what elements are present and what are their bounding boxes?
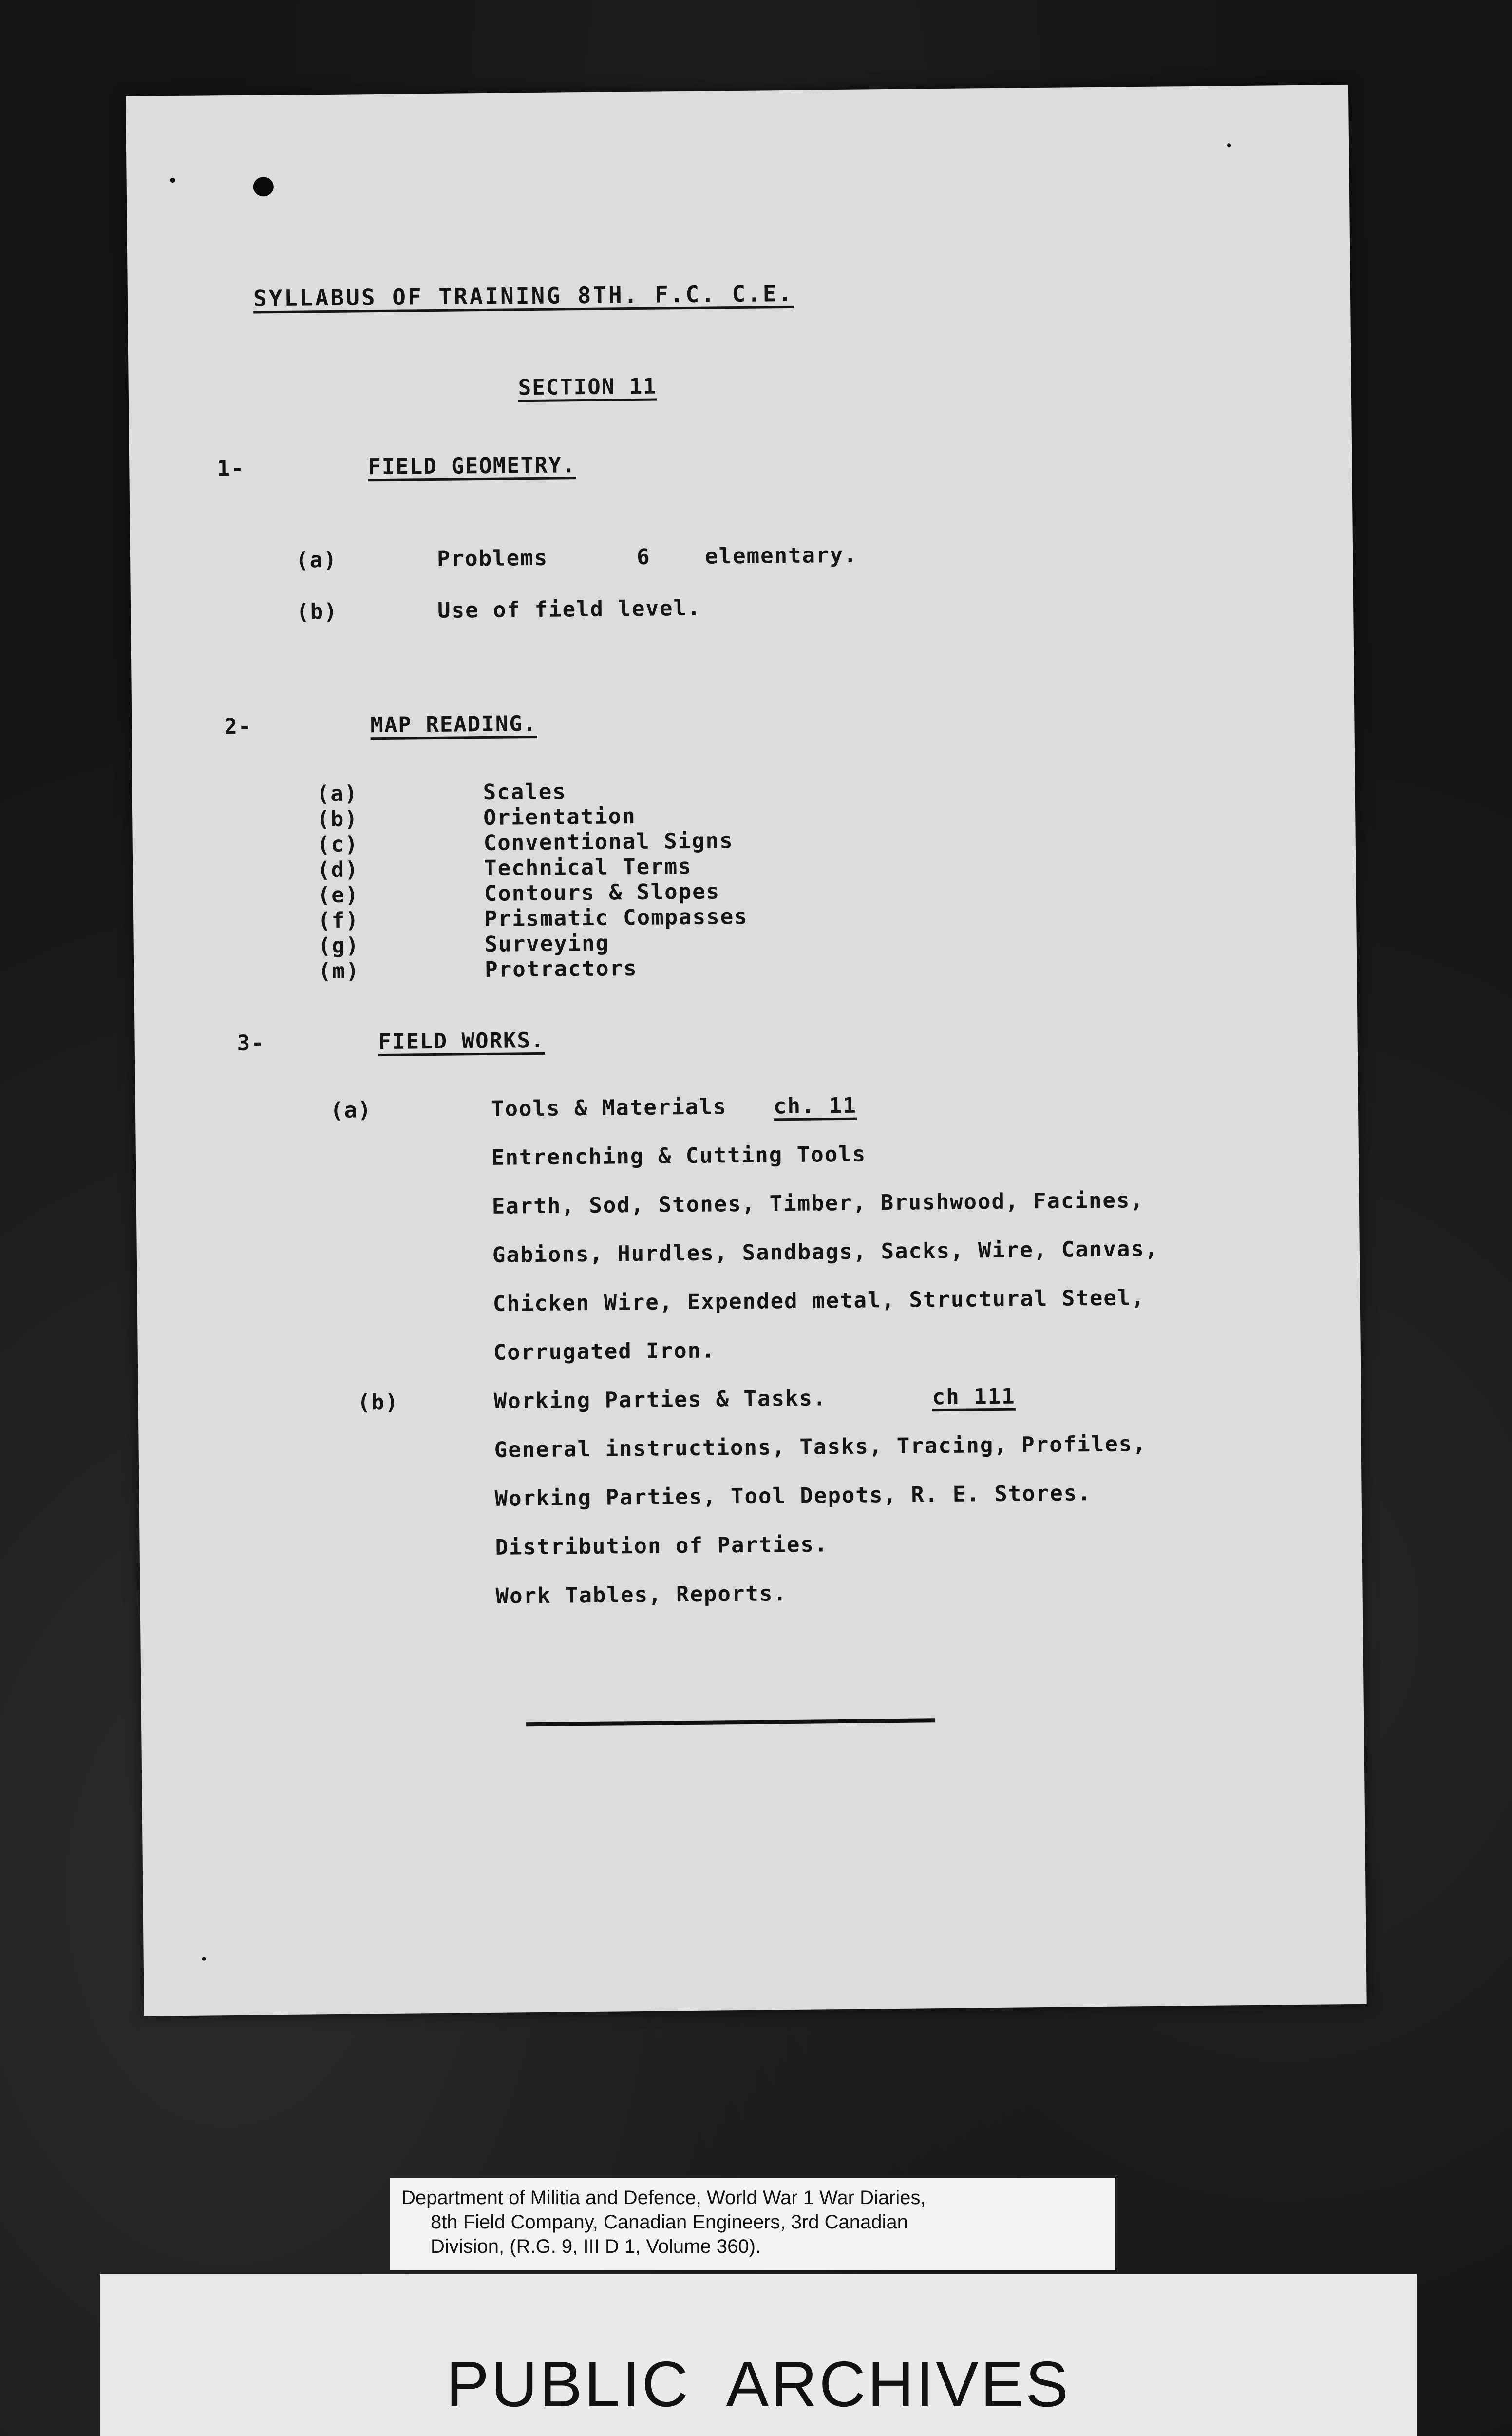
entry-line: Gabions, Hurdles, Sandbags, Sacks, Wire, Canvas, bbox=[492, 1236, 1159, 1268]
entry-note: elementary. bbox=[704, 542, 858, 569]
item-number: 2- bbox=[224, 714, 252, 740]
document-page bbox=[126, 85, 1367, 2016]
entry-line: Working Parties, Tool Depots, R. E. Stores. bbox=[494, 1481, 1092, 1511]
entry-text: Use of field level. bbox=[437, 595, 701, 623]
chapter-reference: ch 111 bbox=[932, 1384, 1016, 1410]
map-reading-letter: (a) bbox=[316, 781, 359, 807]
map-reading-topic: Contours & Slopes bbox=[484, 879, 720, 907]
map-reading-topic: Protractors bbox=[484, 955, 638, 983]
map-reading-letter: (e) bbox=[317, 882, 359, 908]
section-heading: SECTION 11 bbox=[518, 374, 657, 400]
entry-count: 6 bbox=[636, 544, 651, 570]
map-reading-letter: (b) bbox=[317, 806, 359, 832]
archive-reference-label bbox=[390, 2178, 1115, 2270]
document-title: SYLLABUS OF TRAINING 8TH. F.C. C.E. bbox=[253, 280, 794, 312]
map-reading-topic: Orientation bbox=[483, 804, 636, 831]
entry-line: Distribution of Parties. bbox=[495, 1532, 829, 1560]
entry-title: Working Parties & Tasks. bbox=[493, 1386, 827, 1414]
banner-line-english: PUBLIC ARCHIVES bbox=[446, 2348, 1071, 2420]
entry-line: Earth, Sod, Stones, Timber, Brushwood, Facines, bbox=[491, 1188, 1145, 1219]
item-number: 1- bbox=[217, 456, 245, 481]
map-reading-letter: (c) bbox=[317, 832, 359, 857]
entry-letter: (b) bbox=[296, 599, 338, 625]
archive-reference-line: Department of Militia and Defence, World War 1 War Diaries, bbox=[401, 2187, 926, 2208]
map-reading-letter: (d) bbox=[317, 857, 359, 883]
item-number: 3- bbox=[237, 1030, 265, 1056]
entry-letter: (a) bbox=[330, 1098, 372, 1123]
map-reading-topic: Surveying bbox=[484, 931, 610, 957]
entry-text: Problems bbox=[436, 545, 548, 571]
map-reading-topic: Scales bbox=[483, 779, 567, 805]
archive-banner bbox=[100, 2274, 1417, 2436]
map-reading-letter: (f) bbox=[318, 908, 359, 933]
entry-line: General instructions, Tasks, Tracing, Profiles, bbox=[494, 1431, 1147, 1463]
map-reading-topic: Prismatic Compasses bbox=[484, 904, 748, 932]
entry-letter: (b) bbox=[357, 1389, 399, 1415]
map-reading-letter: (m) bbox=[318, 958, 360, 984]
ink-blot bbox=[253, 177, 274, 196]
entry-line: Entrenching & Cutting Tools bbox=[491, 1142, 867, 1170]
map-reading-letter: (g) bbox=[318, 933, 360, 959]
archive-reference-line: 8th Field Company, Canadian Engineers, 3rd Canadian bbox=[431, 2211, 908, 2233]
map-reading-topic: Technical Terms bbox=[483, 854, 692, 881]
map-reading-topic: Conventional Signs bbox=[483, 828, 734, 856]
archive-reference-line: Division, (R.G. 9, III D 1, Volume 360). bbox=[431, 2236, 761, 2257]
entry-line: Corrugated Iron. bbox=[493, 1338, 716, 1365]
entry-title: Tools & Materials bbox=[491, 1094, 727, 1122]
entry-letter: (a) bbox=[295, 547, 338, 573]
ink-speck bbox=[1227, 143, 1231, 147]
item-heading: FIELD GEOMETRY. bbox=[368, 453, 576, 480]
closing-rule bbox=[526, 1718, 935, 1726]
entry-line: Chicken Wire, Expended metal, Structural Steel, bbox=[492, 1285, 1146, 1316]
ink-speck bbox=[170, 178, 175, 183]
item-heading: MAP READING. bbox=[370, 711, 537, 738]
ink-speck bbox=[202, 1957, 206, 1961]
entry-line: Work Tables, Reports. bbox=[495, 1581, 788, 1609]
chapter-reference: ch. 11 bbox=[773, 1093, 857, 1119]
item-heading: FIELD WORKS. bbox=[378, 1028, 545, 1055]
archive-reference-text bbox=[401, 2186, 1108, 2259]
